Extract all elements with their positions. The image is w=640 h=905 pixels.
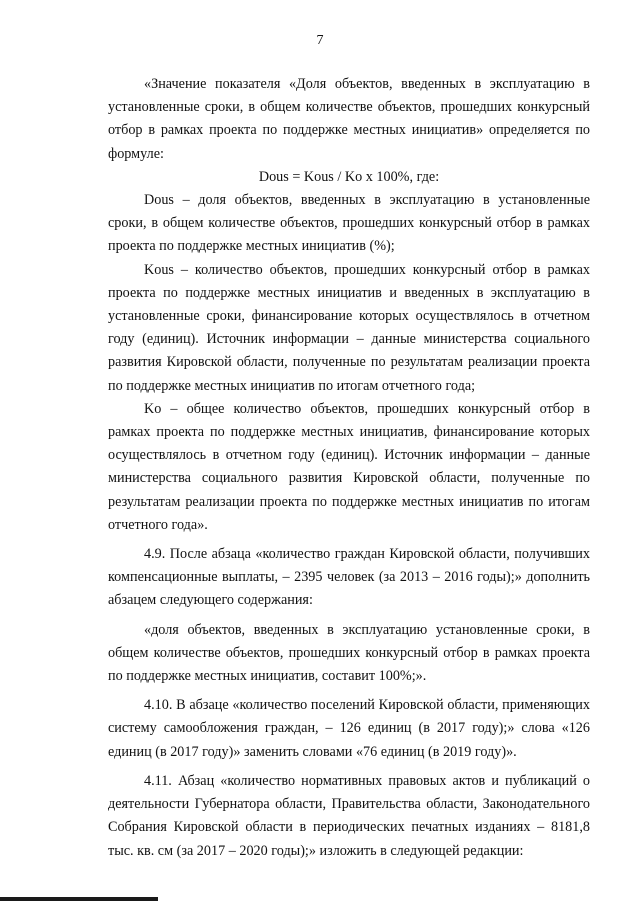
paragraph-item-4-10: 4.10. В абзаце «количество поселений Кировской области, применяющих систему самообложения граждан, – 126 единиц (в 2017 году);» слова «126 единиц (в 2017 году)» заменить словами «76 единиц (в 2019 году)». bbox=[108, 697, 590, 760]
scan-edge-mark bbox=[0, 897, 158, 901]
paragraph-dous-definition: Dous – доля объектов, введенных в эксплуатацию в установленные сроки, в общем количестве объектов, прошедших конкурсный отбор в рамках проекта по поддержке местных инициатив (%); bbox=[108, 192, 590, 255]
paragraph-new-indicator-text: «доля объектов, введенных в эксплуатацию установленные сроки, в общем количестве объектов, прошедших конкурсный отбор в рамках проекта по поддержке местных инициатив, составит 100%;». bbox=[108, 621, 590, 685]
document-body bbox=[108, 73, 590, 863]
paragraph-item-4-11: 4.11. Абзац «количество нормативных правовых актов и публикаций о деятельности Губернатора области, Правительства области, Законодательного Собрания Кировской области в периодических печатных изданиях – 8181,8 тыс. кв. см (за 2017 – 2020 годы);» изложить в следующей редакции: bbox=[108, 772, 590, 859]
paragraph-ko-definition: Ko – общее количество объектов, прошедших конкурсный отбор в рамках проекта по поддержке местных инициатив, финансирование которых осуществлялось в отчетном году (единиц). Источник информации – данные министерства социального развития Кировской области, полученные по результатам реализации проекта по поддержке местных инициатив по итогам отчетного года». bbox=[108, 400, 590, 533]
page-number: 7 bbox=[316, 33, 324, 48]
paragraph-item-4-9: 4.9. После абзаца «количество граждан Кировской области, получивших компенсационные выплаты, – 2395 человек (за 2013 – 2016 годы);» дополнить абзацем следующего содержания: bbox=[108, 546, 590, 609]
paragraph-kous-definition: Kous – количество объектов, прошедших конкурсный отбор в рамках проекта по поддержке местных инициатив и введенных в эксплуатацию в установленные сроки, финансирование которых осуществлялось в отчетном году (единиц). Источник информации – данные министерства социального развития Кировской области, полученные по результатам реализации проекта по поддержке местных инициатив по итогам отчетного года; bbox=[108, 261, 590, 394]
paragraph-indicator-definition: «Значение показателя «Доля объектов, введенных в эксплуатацию в установленные сроки, в общем количестве объектов, прошедших конкурсный отбор в рамках проекта по поддержке местных инициатив» определяется по формуле: bbox=[108, 76, 590, 162]
formula-line: Dous = Kous / Ko x 100%, где: bbox=[258, 168, 440, 185]
